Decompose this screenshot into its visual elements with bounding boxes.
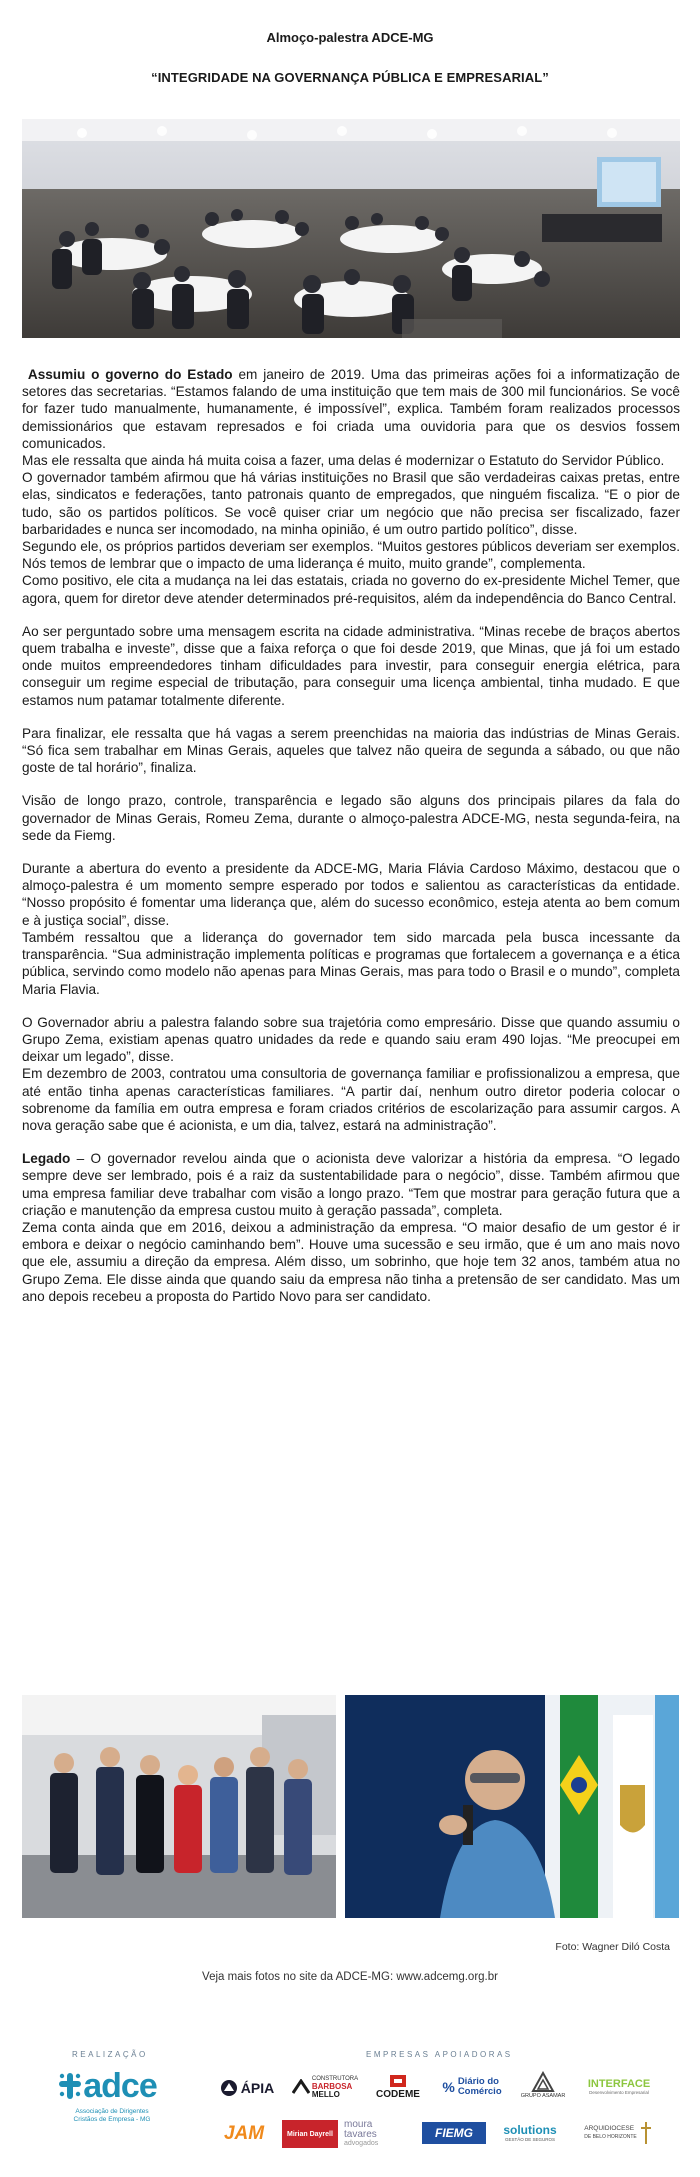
event-kicker: Almoço-palestra ADCE-MG <box>266 30 434 45</box>
apia-logo: ÁPIA <box>212 2076 282 2100</box>
paragraph: Mas ele ressalta que ainda há muita coisa a fazer, uma delas é modernizar o Estatuto do Servidor Público. <box>22 453 665 469</box>
solutions-logo: solutions GESTÃO DE SEGUROS <box>503 2123 557 2142</box>
headline: “INTEGRIDADE NA GOVERNANÇA PÚBLICA E EMPRESARIAL” <box>151 70 549 85</box>
more-photos-link[interactable]: Veja mais fotos no site da ADCE-MG: www.adcemg.org.br <box>202 1971 498 1983</box>
moura-tavares-logo: moura tavares advogados <box>344 2119 379 2147</box>
grupo-asamar-logo: GRUPO ASAMAR <box>514 2064 572 2106</box>
paragraph: Zema conta ainda que em 2016, deixou a administração da empresa. “O maior desafio de um gestor é ir embora e deixar o negócio caminhando bem”. Houve uma sucessão e seu irmão, que é um ano mais novo que ele, assumiu a direção da empresa. Além disso, um sobrinho, que hoje tem 32 anos, também atua no Grupo Zema. Ele disse ainda que quando saiu da empresa não tinha a pretensão de ser candidato. Mas um ano depois recebeu a proposta do Partido Novo para ser candidato. <box>22 1219 680 1304</box>
codeme-logo: CODEME <box>368 2068 428 2104</box>
interface-logo: INTERFACE Desenvolvimento Empresarial <box>587 2077 651 2095</box>
cross-icon <box>640 2121 652 2145</box>
asamar-triangle-icon <box>531 2071 555 2093</box>
realizacao-label: REALIZAÇÃO <box>72 2050 148 2059</box>
paragraph: Legado – O governador revelou ainda que o acionista deve valorizar a história da empresa. “O legado sempre deve ser lembrado, pois é a raiz da sustentabilidade para o negócio”, disse. Também afirmou que uma empresa familiar deve trabalhar com visão a longo prazo. “Tem que mostrar para geração futura que a criação e manutenção da empresa custou muito à geração passada”, completa. <box>22 1151 680 1218</box>
event-hall-photo <box>22 119 680 338</box>
paragraph: Como positivo, ele cita a mudança na lei das estatais, criada no governo do ex-presidente Michel Temer, que agora, quem for diretor deve atender determinados pré-requisitos, além da independência do Banco Central. <box>22 573 680 606</box>
paragraph: Durante a abertura do evento a presidente da ADCE-MG, Maria Flávia Cardoso Máximo, destacou que o almoço-palestra é um momento sempre esperado por todos e salientou as características da entidade. “Nosso propósito é fomentar uma liderança que, além do sucesso econômico, esteja atenta ao bem comum e à justiça social”, disse. <box>22 861 680 928</box>
group-photo <box>22 1695 336 1918</box>
adce-wordmark: adce <box>83 2066 157 2105</box>
paragraph: O Governador abriu a palestra falando sobre sua trajetória como empresário. Disse que quando assumiu o Grupo Zema, existiam apenas quatro unidades da rede e quando saiu eram 490 lojas. “Me preocupei em deixar um legado”, disse. <box>22 1014 680 1065</box>
adce-subtitle: Associação de Dirigentes Cristãos de Empresa - MG <box>73 2108 151 2123</box>
adce-logo <box>52 2064 162 2108</box>
percent-mark-icon: % <box>442 2079 455 2095</box>
paragraph: Também ressaltou que a liderança do governador tem sido marcada pela busca incessante da transparência. “Sua administração implementa políticas e programas que fortalecem a governança e a ética pública, servindo como modelo não apenas para Minas Gerais, mas para todo o Brasil e o mundo”, completa Maria Flavia. <box>22 929 680 997</box>
mirian-dayrell-logo: Mirian Dayrell <box>282 2120 338 2148</box>
paragraph: Ao ser perguntado sobre uma mensagem escrita na cidade administrativa. “Minas recebe de braços abertos quem trabalha e investe”, disse que a faixa reforça o que foi desde 2019, que Minas, que já foi um estado onde muitos empreendedores tinham dificuldades para investir, para conseguir energia elétrica, para conseguir um regime especial de tributação, para conseguir uma licença ambiental, tinha mudado. E que estamos num patamar totalmente diferente. <box>22 623 680 708</box>
article-body <box>22 366 680 1305</box>
photo-credit: Foto: Wagner Diló Costa <box>555 1941 670 1953</box>
lead-in: Legado <box>22 1151 71 1167</box>
fiemg-logo: FIEMG <box>422 2122 486 2144</box>
apoiadoras-label: EMPRESAS APOIADORAS <box>366 2050 513 2059</box>
paragraph: O governador também afirmou que há várias instituições no Brasil que são verdadeiras caixas pretas, entre elas, sindicatos e federações, tanto patronais quanto de empregados, que ninguém fiscaliza. “E o pior de tudo, são os partidos políticos. Se você quiser criar um negócio que não precisa ser fiscalizado, fazer barbaridades e nunca ser incomodado, na minha opinião, é um outro partido político”, disse. <box>22 470 680 537</box>
paragraph: Para finalizar, ele ressalta que há vagas a serem preenchidas na maioria das indústrias de Minas Gerais. “Só fica sem trabalhar em Minas Gerais, aqueles que talvez não queira de segunda a sábado, ou que não goste de tal horário”, finaliza. <box>22 725 680 776</box>
jam-logo: JAM <box>223 2123 265 2144</box>
paragraph: Segundo ele, os próprios partidos deveriam ser exemplos. “Muitos gestores públicos deveriam ser exemplos. Nós temos de lembrar que o impacto de uma liderança é muito, muito grande”, complementa. <box>22 539 680 572</box>
barbosa-mello-mark-icon <box>292 2079 310 2095</box>
lead-in: Assumiu o governo do Estado <box>27 367 233 382</box>
arquidiocese-bh-logo: ARQUIDIOCESE DE BELO HORIZONTE <box>572 2116 664 2150</box>
adce-cross-icon <box>57 2071 83 2101</box>
codeme-mark-icon <box>388 2073 408 2089</box>
paragraph: Assumiu o governo do Estado em janeiro de 2019. Uma das primeiras ações foi a informatização de setores das secretarias. “Estamos falando de uma instituição que tem mais de 300 mil funcionários. Se você for fazer tudo manualmente, humanamente, é impossível”, explica. Também foram realizados processos demissionários que estavam represados e foi criada uma ouvidoria para que os desvios fossem comunicados. <box>22 367 680 451</box>
speaker-photo <box>345 1695 679 1918</box>
apia-mark-icon <box>220 2079 238 2097</box>
barbosa-mello-logo: CONSTRUTORA BARBOSA MELLO <box>290 2072 360 2102</box>
paragraph: Visão de longo prazo, controle, transparência e legado são alguns dos principais pilares da fala do governador de Minas Gerais, Romeu Zema, durante o almoço-palestra ADCE-MG, nesta segunda-feira, na sede da Fiemg. <box>22 793 680 843</box>
diario-do-comercio-logo: % Diário do Comércio <box>442 2076 502 2097</box>
paragraph: Em dezembro de 2003, contratou uma consultoria de governança familiar e profissionalizou a empresa, que até então tinha apenas características familiares. “A partir daí, nenhum outro diretor poderia colocar o sobrenome da família em outra empresa e foram criados critérios de escolarização para assumir cargos. A nova geração sabe que é acionista, e um dia, talvez, estará na administração”. <box>22 1066 680 1133</box>
